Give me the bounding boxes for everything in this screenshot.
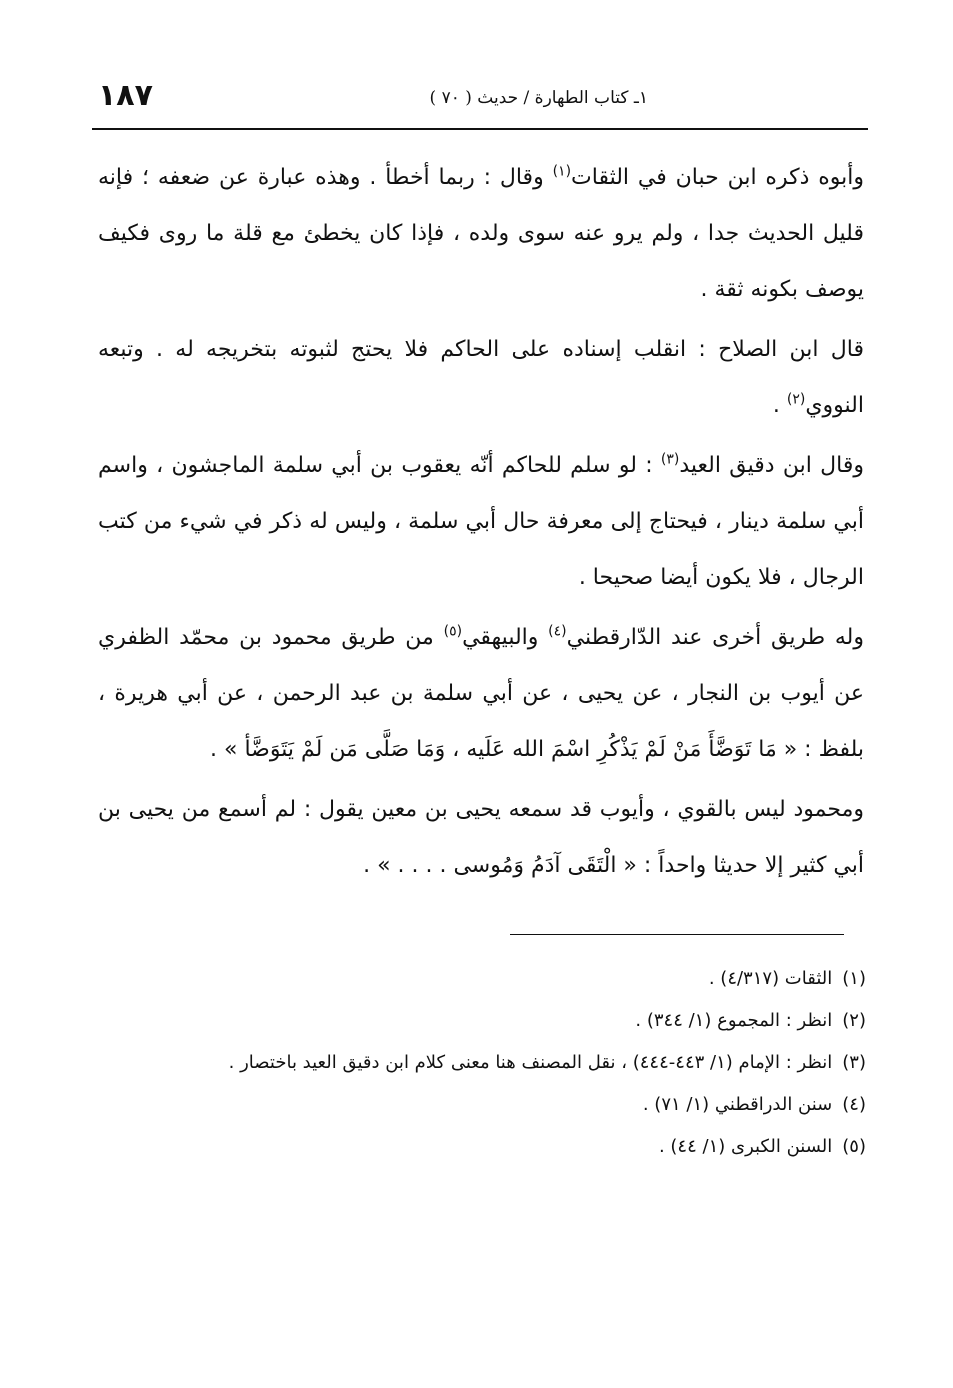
footnote-text: انظر : الإمام (١/ ٤٤٣-٤٤٤) ، نقل المصنف هنا معنى كلام ابن دقيق العيد باختصار . bbox=[228, 1052, 833, 1073]
footnote-ref-2: (٢) bbox=[786, 391, 806, 408]
running-head: ١ـ كتاب الطهارة / حديث ( ٧٠ ) bbox=[429, 88, 648, 108]
paragraph-text: : لو سلم للحاكم أنّه يعقوب بن أبي سلمة الماجشون ، واسم أبي سلمة دينار ، فيحتاج إلى معرفة حال أبي سلمة ، وليس له ذكر في شيء من كتب الرجال ، فلا يكون أيضا صحيحا . bbox=[98, 453, 864, 590]
page-number: ١٨٧ bbox=[98, 78, 153, 113]
footnote-ref-3: (٣) bbox=[660, 451, 680, 468]
footnote-5 bbox=[96, 1130, 866, 1164]
paragraph-text: قال ابن الصلاح : انقلب إسناده على الحاكم فلا يحتج لثبوته بتخريجه له . وتبعه النووي bbox=[98, 337, 864, 418]
paragraph-1 bbox=[98, 150, 864, 318]
paragraph-5 bbox=[98, 782, 864, 894]
footnote-number: (٤) bbox=[842, 1094, 866, 1115]
paragraph-text: ومحمود ليس بالقوي ، وأيوب قد سمعه يحيى بن معين يقول : لم أسمع من يحيى بن أبي كثير إلا حديثا واحداً : « الْتَقَى آدَمُ وَمُوسى . . . . » . bbox=[98, 797, 864, 878]
footnote-ref-1: (١) bbox=[552, 163, 572, 180]
paragraph-text: من طريق محمود بن محمّد الظفري عن أيوب بن النجار ، عن يحيى ، عن أبي سلمة بن عبد الرحمن ، عن أبي هريرة ، بلفظ : « مَا تَوَضَّأَ مَنْ لَمْ يَذْكُرِ اسْمَ الله عَلَيه ، وَمَا صَلَّى مَن لَمْ يَتَوَضَّأ » . bbox=[98, 625, 864, 762]
footnote-separator bbox=[510, 934, 844, 935]
footnote-number: (١) bbox=[842, 968, 866, 989]
paragraph-text: وقال ابن دقيق العيد bbox=[679, 453, 864, 478]
footnote-text: السنن الكبرى (١/ ٤٤) . bbox=[658, 1136, 833, 1157]
paragraph-text: وأبوه ذكره ابن حبان في الثقات bbox=[571, 165, 864, 190]
page-header bbox=[92, 74, 868, 130]
paragraph-4 bbox=[98, 610, 864, 778]
paragraph-text: وقال : ربما أخطأ . وهذه عبارة عن ضعفه ؛ فإنه قليل الحديث جدا ، ولم يرو عنه سوى ولده ، فإذا كان يخطئ مع قلة ما روى فكيف يوصف بكونه ثقة . bbox=[98, 165, 864, 302]
footnote-4 bbox=[96, 1088, 866, 1122]
footnote-number: (٢) bbox=[842, 1010, 866, 1031]
paragraph-3 bbox=[98, 438, 864, 606]
footnote-ref-5: (٥) bbox=[443, 623, 463, 640]
footnote-text: انظر : المجموع (١/ ٣٤٤) . bbox=[635, 1010, 833, 1031]
footnote-number: (٥) bbox=[842, 1136, 866, 1157]
paragraph-text: وله طريق أخرى عند الدّارقطني bbox=[566, 625, 864, 650]
paragraph-text: والبيهقي bbox=[462, 625, 549, 650]
footnote-text: سنن الدراقطني (١/ ٧١) . bbox=[642, 1094, 833, 1115]
paragraph-2 bbox=[98, 322, 864, 434]
footnote-1 bbox=[96, 962, 866, 996]
footnote-2 bbox=[96, 1004, 866, 1038]
footnote-text: الثقات (٤/٣١٧) . bbox=[708, 968, 833, 989]
paragraph-text: . bbox=[772, 393, 787, 418]
main-text bbox=[98, 150, 864, 898]
footnote-3 bbox=[96, 1046, 866, 1080]
footnote-number: (٣) bbox=[842, 1052, 866, 1073]
footnote-ref-4: (٤) bbox=[548, 623, 567, 640]
footnotes bbox=[96, 962, 866, 1172]
